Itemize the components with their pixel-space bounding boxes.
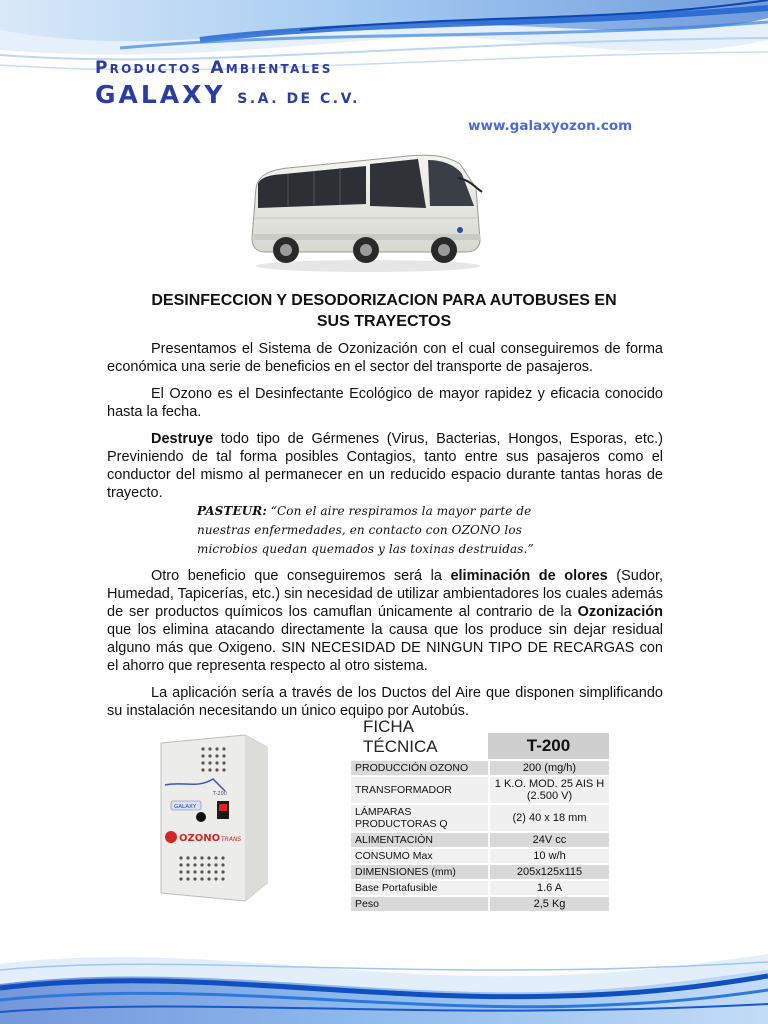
pasteur-quote xyxy=(197,502,552,559)
spec-sheet-table xyxy=(351,717,609,911)
website-url[interactable]: www.galaxyozon.com xyxy=(468,118,633,134)
device-trans-label: TRANS xyxy=(221,836,242,843)
spec-label: LÁMPARAS PRODUCTORAS Q xyxy=(351,805,488,831)
company-name-galaxy: GALAXY xyxy=(95,80,226,109)
table-row xyxy=(351,849,609,863)
device-ozono-label: OZONO xyxy=(179,833,221,844)
company-logo xyxy=(95,58,360,109)
odors-bold-2: Ozonización xyxy=(577,604,663,620)
table-row xyxy=(351,777,609,803)
spec-value: 1 K.O. MOD. 25 AIS H (2.500 V) xyxy=(490,777,609,803)
spec-value: 24V cc xyxy=(490,833,609,847)
page-title xyxy=(110,290,658,332)
spec-value: 1.6 A xyxy=(490,881,609,895)
odors-bold-1: eliminación de olores xyxy=(450,568,608,584)
bus-image xyxy=(248,148,488,274)
quote-text: “Con el aire respiramos la mayor parte de nuestras enfermedades, en contacto con OZONO los microbios quedan quemados y las toxinas destruidas.” xyxy=(197,504,534,556)
page-title-line2: SUS TRAYECTOS xyxy=(316,313,452,330)
body-text xyxy=(107,340,663,729)
spec-label: CONSUMO Max xyxy=(351,849,488,863)
spec-label: TRANSFORMADOR xyxy=(351,777,488,803)
spec-label: DIMENSIONES (mm) xyxy=(351,865,488,879)
spec-value: 205x125x115 xyxy=(490,865,609,879)
paragraph-application: La aplicación sería a través de los Ductos del Aire que disponen simplificando su instalación necesitando un único equipo por Autobús. xyxy=(107,685,663,719)
odors-text-b: (Sudor, Humedad, Tapicerías, etc.) sin necesidad de utilizar ambientadores los cuales además de ser productos químicos los camuflan únicamente al contrario de la xyxy=(107,568,664,620)
table-row xyxy=(351,805,609,831)
odors-text-a: Otro beneficio que conseguiremos será la xyxy=(151,568,451,584)
device-brand-label: GALAXY xyxy=(174,804,197,810)
spec-sheet-model: T-200 xyxy=(488,733,609,759)
bottom-wave-decoration xyxy=(0,904,768,1024)
destroys-text: todo tipo de Gérmenes (Virus, Bacterias, Hongos, Esporas, etc.) Previniendo de tal forma posibles Contagios, tanto entre sus pasajeros como el conductor del mismo al permanecer en un reducido espacio durante tantas horas de trayecto. xyxy=(107,431,663,501)
spec-sheet-header xyxy=(351,717,609,759)
spec-label: Base Portafusible xyxy=(351,881,488,895)
paragraph-ozone: El Ozono es el Desinfectante Ecológico de mayor rapidez y eficacia conocido hasta la fecha. xyxy=(107,386,663,420)
company-suffix: S.A. DE C.V. xyxy=(237,91,360,107)
spec-value: 2,5 Kg xyxy=(490,897,609,911)
spec-label: ALIMENTACIÓN xyxy=(351,833,488,847)
spec-value: 10 w/h xyxy=(490,849,609,863)
odors-text-c: que los elimina atacando directamente la causa que los produce sin dejar residual alguno más que Oxigeno. SIN NECESIDAD DE NINGUN TIPO DE RECARGAS con el ahorro que representa respecto al otro sistema. xyxy=(107,622,663,674)
table-row xyxy=(351,833,609,847)
paragraph-odors xyxy=(107,567,663,675)
spec-label: Peso xyxy=(351,897,488,911)
spec-sheet-heading: FICHA TÉCNICA xyxy=(363,717,438,756)
spec-label: PRODUCCIÓN OZONO xyxy=(351,761,488,775)
spec-value: 200 (mg/h) xyxy=(490,761,609,775)
device-model-label: T-200 xyxy=(213,791,227,797)
table-row xyxy=(351,865,609,879)
destroys-bold: Destruye xyxy=(151,431,214,447)
table-row xyxy=(351,881,609,895)
paragraph-destroys xyxy=(107,430,663,502)
page-title-line1: DESINFECCION Y DESODORIZACION PARA AUTOBUSES EN xyxy=(151,292,617,309)
table-row xyxy=(351,761,609,775)
ozone-device-image xyxy=(153,733,271,903)
paragraph-intro: Presentamos el Sistema de Ozonización con el cual conseguiremos de forma económica una serie de beneficios en el sector del transporte de pasajeros. xyxy=(107,341,663,375)
quote-author: PASTEUR: xyxy=(197,504,267,518)
company-name-line2 xyxy=(95,80,360,109)
company-name-line1: Productos Ambientales xyxy=(95,58,333,78)
spec-value: (2) 40 x 18 mm xyxy=(490,805,609,831)
